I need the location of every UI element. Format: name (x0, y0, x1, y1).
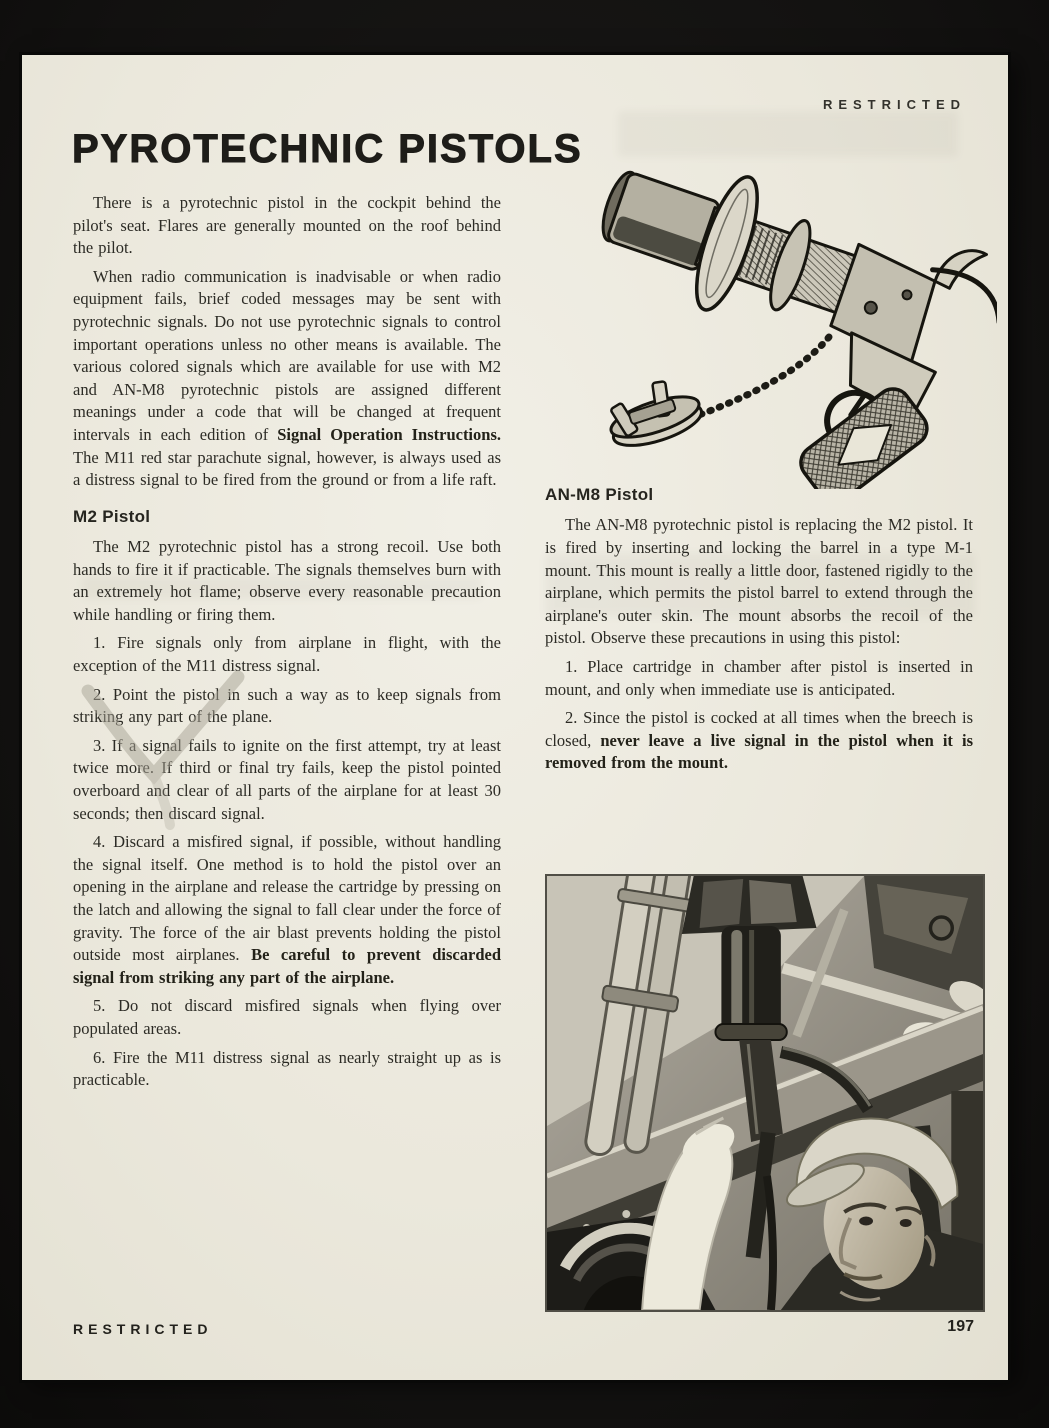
paragraph: 1. Place cartridge in chamber after pistol is inserted in mount, and only when immediate use is anticipated. (545, 656, 973, 699)
flare-pistol-illustration (567, 141, 997, 489)
manual-page (22, 55, 1008, 1380)
page-number: 197 (947, 1318, 974, 1335)
paragraph: 1. Fire signals only from airplane in flight, with the exception of the M11 distress signal. (73, 633, 501, 676)
pencil-checkmark (70, 663, 270, 833)
page-title: PYROTECHNIC PISTOLS (72, 127, 583, 171)
paragraph: 3. If a signal fails to ignite on the first attempt, try at least twice more. If third or final try fails, keep the pistol pointed overboard and clear of all parts of the airplane for at least 30 seconds; then discard signal. (73, 735, 501, 823)
paragraph: When radio communication is inadvisable or when radio equipment fails, brief coded messages may be sent with pyrotechnic signals. Do not use pyrotechnic signals to control important operations unless no other means is available. The various colored signals which are available for use with M2 and AN-M8 pyrotechnic pistols are assigned different meanings under a code that will be changed at frequent intervals in each edition of Signal Operation Instructions. The M11 red star parachute signal, however, is always used as a distress signal to be fired from the ground or from a life raft. (73, 266, 501, 490)
paragraph: 6. Fire the M11 distress signal as nearly straight up as is practicable. (73, 1047, 501, 1090)
paragraph: 2. Point the pistol in such a way as to keep signals from striking any part of the plane. (73, 684, 501, 727)
intro-paragraphs (73, 192, 501, 492)
restricted-banner-top: RESTRICTED (822, 97, 966, 112)
m2-pistol-heading: M2 Pistol (73, 506, 151, 526)
anm8-paragraphs (545, 514, 973, 775)
left-column (73, 192, 501, 1098)
pistol-mount-photo (545, 874, 985, 1312)
paragraph: The AN-M8 pyrotechnic pistol is replacing the M2 pistol. It is fired by inserting and locking the barrel in a type M-1 mount. This mount is really a little door, fastened rigidly to the airplane, which permits the pistol barrel to extend through the airplane's outer skin. The mount absorbs the recoil of the pistol. Observe these precautions in using this pistol: (545, 515, 973, 648)
paragraph: 4. Discard a misfired signal, if possible, without handling the signal itself. One method is to hold the pistol over an opening in the airplane and release the cartridge by pressing on the latch and allowing the signal to fall clear under the force of gravity. The force of the air blast prevents holding the pistol outside most airplanes. Be careful to prevent discarded signal from striking any part of the airplane. (73, 832, 501, 987)
paragraph: 5. Do not discard misfired signals when flying over populated areas. (73, 996, 501, 1038)
paragraph: The M2 pyrotechnic pistol has a strong recoil. Use both hands to fire it if practicable. The signals themselves burn with an extremely hot flame; observe every reasonable precaution while handling or firing them. (73, 537, 501, 624)
paragraph: 2. Since the pistol is cocked at all times when the breech is closed, never leave a live signal in the pistol when it is removed from the mount. (545, 708, 973, 773)
anm8-pistol-heading: AN-M8 Pistol (545, 485, 654, 504)
paragraph: There is a pyrotechnic pistol in the cockpit behind the pilot's seat. Flares are generally mounted on the roof behind the pilot. (73, 193, 501, 258)
restricted-banner-bottom: RESTRICTED (73, 1321, 213, 1337)
right-column (545, 485, 973, 781)
